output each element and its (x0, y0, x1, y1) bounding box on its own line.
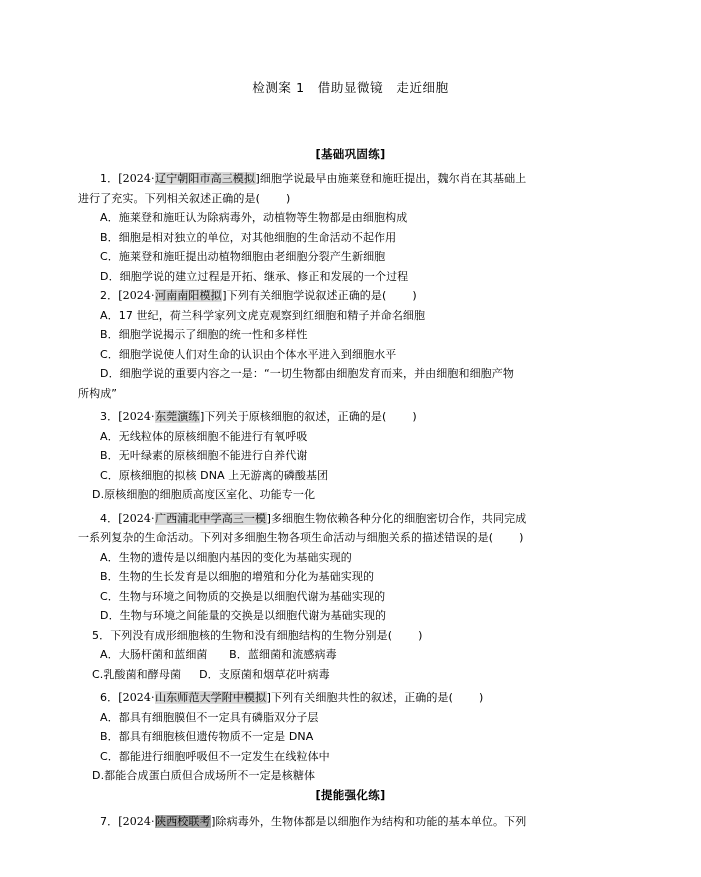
option-d[interactable]: D.都能合成蛋白质但合成场所不一定是核糖体 (92, 769, 316, 782)
question-7-source-suffix: ] (211, 815, 216, 828)
option-c[interactable]: C．原核细胞的拟核 DNA 上无游离的磷酸基团 (100, 468, 329, 482)
question-1-stem-line1: 细胞学说最早由施莱登和施旺提出，魏尔肖在其基础上 (259, 172, 527, 185)
question-7-source: 陕西校联考 (155, 815, 211, 828)
question-7 (78, 812, 623, 832)
question-4-source-prefix: [2024· (118, 511, 155, 525)
question-6-options (78, 708, 623, 786)
question-5-options (78, 645, 623, 684)
option-c[interactable]: C．生物与环境之间物质的交换是以细胞代谢为基础实现的 (100, 589, 386, 603)
option-c[interactable]: C．细胞学说使人们对生命的认识由个体水平进入到细胞水平 (100, 347, 397, 361)
question-3-source-suffix: ] (200, 410, 205, 423)
question-1-stem-line2-text: 进行了充实。下列相关叙述正确的是( (78, 191, 260, 205)
question-2-source-prefix: [2024· (118, 289, 155, 302)
question-4 (78, 509, 623, 626)
option-c[interactable]: C．施莱登和施旺提出动植物细胞由老细胞分裂产生新细胞 (100, 250, 386, 263)
question-3-stem (78, 407, 623, 427)
option-b[interactable]: B．细胞学说揭示了细胞的统一性和多样性 (100, 328, 308, 341)
question-4-stem-line2-text: 一系列复杂的生命活动。下列对多细胞生物各项生命活动与细胞关系的描述错误的是( (78, 531, 494, 544)
question-3-stem-line1: 下列关于原核细胞的叙述，正确的是( (204, 410, 387, 423)
question-2-source: 河南南阳模拟 (155, 289, 222, 302)
question-5-stem-tail: ) (418, 628, 423, 642)
option-b[interactable]: B．都具有细胞核但遗传物质不一定是 DNA (100, 730, 314, 743)
question-3-stem-tail: ) (412, 410, 417, 423)
page-title: 检测案 1 借助显微镜 走近细胞 (252, 80, 449, 95)
question-2-stem-line1: 下列有关细胞学说叙述正确的是( (226, 289, 387, 302)
option-c[interactable]: C．都能进行细胞呼吸但不一定发生在线粒体中 (100, 749, 330, 763)
question-4-number: 4． (100, 511, 119, 525)
section-header-basic: [基础巩固练] (315, 147, 386, 161)
question-4-stem-line1: 多细胞生物依赖各种分化的细胞密切合作，共同完成 (271, 511, 527, 525)
question-4-source-suffix: ] (266, 511, 271, 525)
question-1-number: 1． (100, 172, 119, 185)
option-d[interactable]: D．细胞学说的建立过程是开拓、继承、修正和发展的一个过程 (100, 269, 409, 283)
option-d[interactable]: D．支原菌和烟草花叶病毒 (199, 667, 330, 681)
question-1-options (78, 208, 623, 286)
option-row-ab (78, 645, 623, 665)
question-2-stem (78, 286, 623, 306)
option-b[interactable]: B．无叶绿素的原核细胞不能进行自养代谢 (100, 449, 308, 462)
question-7-number: 7． (100, 815, 119, 828)
question-3-options (78, 427, 623, 505)
question-5-stem-line1: 下列没有成形细胞核的生物和没有细胞结构的生物分别是( (110, 628, 393, 642)
question-5-stem (78, 626, 623, 646)
question-5-number: 5． (92, 628, 111, 642)
question-7-stem (78, 812, 623, 832)
question-4-options (78, 548, 623, 626)
option-row-cd (78, 665, 623, 685)
question-1-source-prefix: [2024· (118, 172, 155, 185)
section-header-enhance: [提能强化练] (315, 787, 386, 802)
question-3 (78, 407, 623, 505)
question-4-stem (78, 509, 623, 529)
option-d[interactable]: D.原核细胞的细胞质高度区室化、功能专一化 (92, 488, 316, 501)
question-4-source: 广西浦北中学高三一模 (155, 511, 267, 525)
question-6 (78, 688, 623, 786)
question-6-stem-tail: ) (479, 691, 484, 704)
option-b[interactable]: B．蓝细菌和流感病毒 (229, 648, 337, 661)
question-3-source: 东莞演练 (155, 410, 200, 423)
content-column (78, 162, 623, 832)
question-2-number: 2． (100, 289, 119, 302)
option-a[interactable]: A．生物的遗传是以细胞内基因的变化为基础实现的 (100, 550, 352, 564)
question-6-source-suffix: ] (266, 691, 271, 704)
question-2 (78, 286, 623, 403)
option-a[interactable]: A．大肠杆菌和蓝细菌 (100, 648, 208, 661)
question-4-stem-tail: ) (519, 531, 524, 544)
option-b[interactable]: B．细胞是相对独立的单位，对其他细胞的生命活动不起作用 (100, 230, 397, 244)
option-b[interactable]: B．生物的生长发育是以细胞的增殖和分化为基础实现的 (100, 570, 375, 583)
question-6-source-prefix: [2024· (118, 691, 155, 704)
option-a[interactable]: A．无线粒体的原核细胞不能进行有氧呼吸 (100, 429, 308, 443)
question-1-source: 辽宁朝阳市高三模拟 (155, 172, 255, 185)
question-5 (78, 626, 623, 685)
question-1-source-suffix: ] (255, 172, 260, 185)
question-1-stem-tail: ) (286, 191, 291, 205)
question-2-stem-tail: ) (412, 289, 417, 302)
option-d-continuation: 所构成” (78, 386, 118, 400)
question-4-stem-line2 (78, 528, 623, 548)
question-7-stem-line1: 除病毒外，生物体都是以细胞作为结构和功能的基本单位。下列 (215, 815, 527, 828)
question-1 (78, 169, 623, 286)
question-3-source-prefix: [2024· (118, 410, 155, 423)
option-a[interactable]: A．施莱登和施旺认为除病毒外，动植物等生物都是由细胞构成 (100, 211, 408, 224)
question-2-options (78, 306, 623, 404)
option-a[interactable]: A．都具有细胞膜但不一定具有磷脂双分子层 (100, 710, 319, 724)
option-a[interactable]: A．17 世纪，荷兰科学家列文虎克观察到红细胞和精子并命名细胞 (100, 308, 426, 322)
question-6-stem-line1: 下列有关细胞共性的叙述，正确的是( (271, 691, 453, 704)
option-d[interactable]: D．生物与环境之间能量的交换是以细胞代谢为基础实现的 (100, 609, 387, 622)
question-1-stem (78, 169, 623, 189)
question-6-source: 山东师范大学附中模拟 (155, 691, 267, 704)
question-3-number: 3． (100, 410, 119, 423)
question-6-number: 6． (100, 691, 119, 704)
option-c[interactable]: C.乳酸菌和酵母菌 (92, 667, 182, 681)
question-2-source-suffix: ] (222, 289, 227, 302)
question-6-stem (78, 688, 623, 708)
option-d[interactable]: D．细胞学说的重要内容之一是：“一切生物都由细胞发育而来，并由细胞和细胞产物 (100, 367, 514, 380)
question-7-source-prefix: [2024· (118, 815, 155, 828)
question-1-stem-line2 (78, 189, 623, 209)
